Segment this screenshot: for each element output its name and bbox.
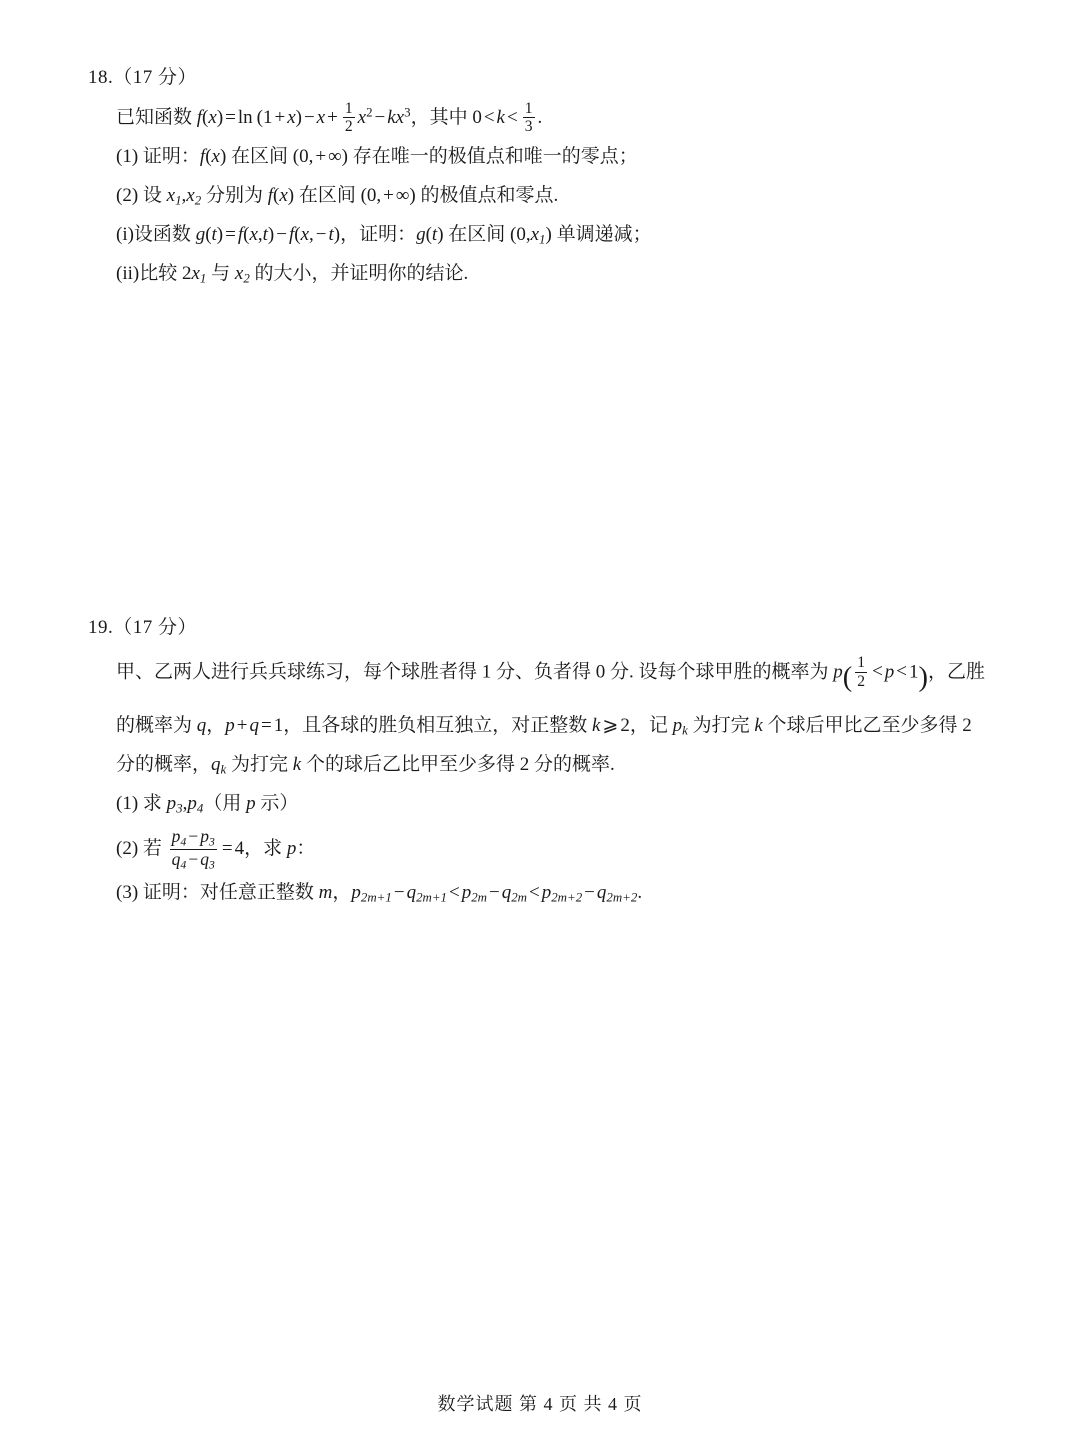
question-19-part-2: (2) 若 $\frac{p_4 - p_3}{q_4 - q_3}$ = 4，求 p： <box>116 826 316 872</box>
question-19-part-1: (1) 求 $p_3,p_4$（用 p 示） <box>116 793 299 816</box>
question-19-number: 19. <box>88 617 114 638</box>
question-19-stem-line-3: 分的概率，$q_k$ 为打完 k 个的球后乙比甲至少多得 2 分的概率. <box>116 754 615 777</box>
question-18-part-2ii: (ii)比较 $2x_1$ 与 $x_2$ 的大小，并证明你的结论. <box>116 262 469 286</box>
question-19-points: （17 分） <box>113 617 198 638</box>
page-footer: 数学试题 第 4 页 共 4 页 <box>437 1394 643 1414</box>
question-18-part-1: (1) 证明：f(x) 在区间 (0, + ∞) 存在唯一的极值点和唯一的零点； <box>116 145 638 167</box>
question-19-header <box>88 612 1008 639</box>
question-18-number: 18. <box>88 67 114 88</box>
question-19-stem-line-2: 的概率为 q，p + q = 1，且各球的胜负相互独立，对正整数 k ⩾ 2，记 $p_k$ 为打完 k 个球后甲比乙至少多得 2 <box>116 715 972 739</box>
question-18-points: （17 分） <box>113 67 198 88</box>
question-18 <box>88 62 1008 294</box>
question-18-body <box>116 99 1008 294</box>
question-18-part-2i: (i)设函数 g(t) = f(x,t) − f(x, − t)，证明：g(t) 在区间 $(0,x_1)$ 单调递减； <box>116 223 652 247</box>
question-19-body <box>116 649 1008 913</box>
question-19 <box>88 612 1008 913</box>
question-18-stem: 已知函数 f(x) = ln (1 + x) − x + $\frac{1}{2}$ $x^2 - kx^3$，其中 0 < k < $\frac{1}{3}$ . <box>116 99 543 136</box>
question-18-header <box>88 62 1008 89</box>
question-19-part-3: (3) 证明：对任意正整数 m，$p_{2m+1} - q_{2m+1} < p_{2m} - q_{2m} < p_{2m+2} - q_{2m+2}$. <box>116 881 643 905</box>
question-19-stem-line-1: 甲、乙两人进行兵兵球练习，每个球胜者得 1 分、负者得 0 分. 设每个球甲胜的概率为 p( $\frac{1}{2}$ < p < 1)，乙胜 <box>116 654 986 693</box>
question-18-part-2: (2) 设 $x_1,x_2$ 分别为 f(x) 在区间 (0, + ∞) 的极值点和零点. <box>116 184 559 208</box>
